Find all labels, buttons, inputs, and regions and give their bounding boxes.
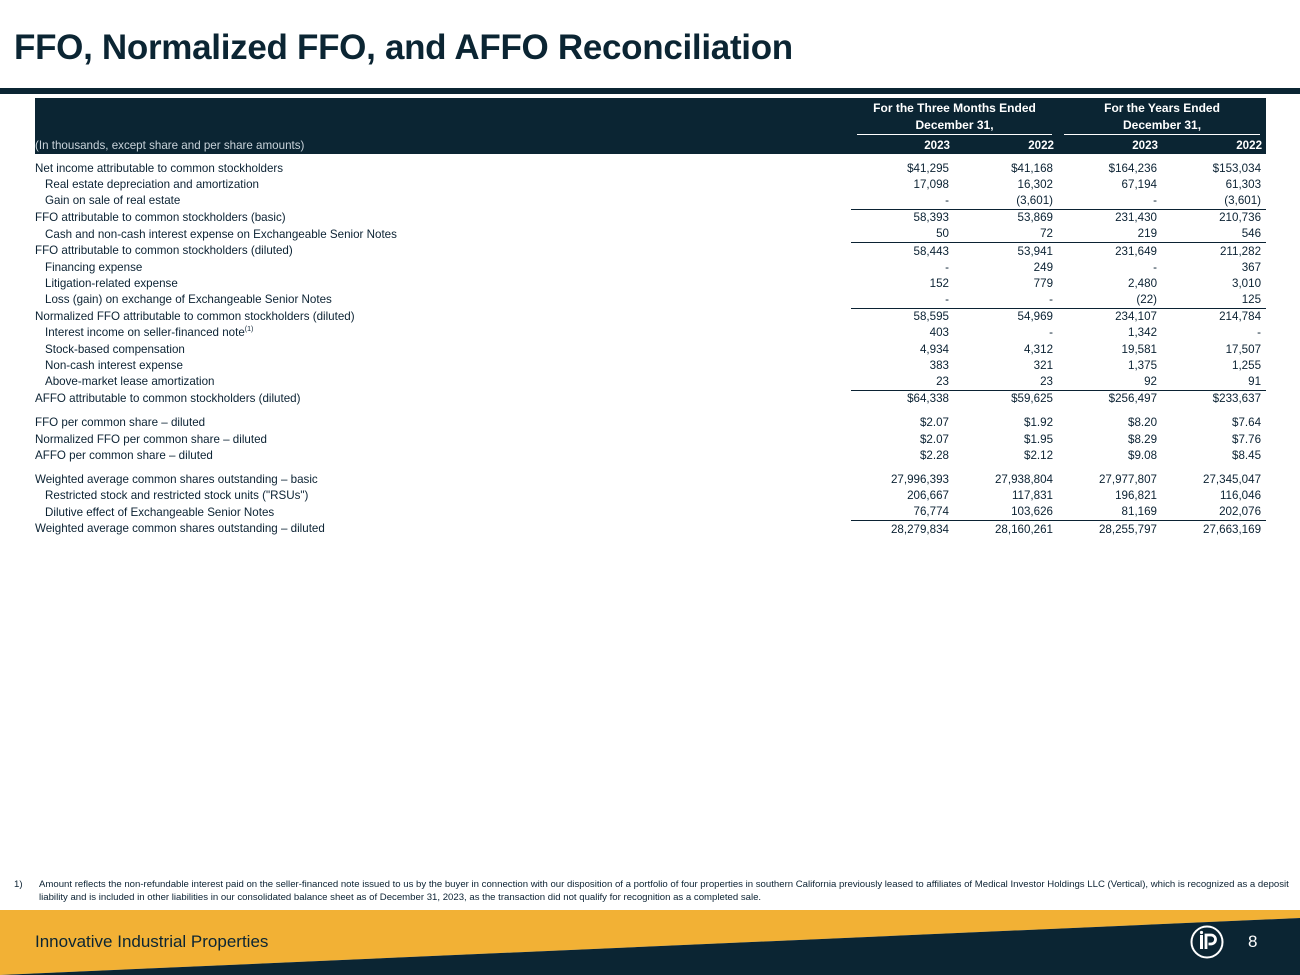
row-value: 4,312: [1024, 342, 1054, 356]
years-header: For the Years Ended: [1104, 100, 1220, 115]
row-value: 2,480: [1128, 276, 1158, 290]
row-value: 16,302: [1017, 177, 1054, 191]
row-value: $153,034: [1212, 161, 1262, 175]
row-value: 92: [1058, 373, 1162, 390]
row-label: FFO attributable to common stockholders (diluted): [35, 244, 293, 258]
table-row: [35, 275, 1266, 291]
year-column-header: 2023: [924, 138, 950, 152]
row-value: $1.95: [1024, 432, 1054, 446]
row-label: Above-market lease amortization: [45, 375, 215, 389]
row-value: -: [1153, 260, 1158, 274]
row-value: $8.20: [1128, 416, 1158, 430]
row-value: $41,295: [907, 161, 949, 175]
row-value: 152: [929, 276, 949, 290]
row-value: -: [954, 292, 1058, 309]
row-value: $9.08: [1128, 448, 1158, 462]
row-label: Net income attributable to common stockholders: [35, 161, 284, 175]
row-value: -: [1257, 326, 1262, 340]
footnote: [14, 878, 1290, 904]
row-value: $256,497: [1108, 392, 1158, 406]
table-row: [35, 192, 1266, 209]
table-row: [35, 488, 1266, 504]
row-value: 58,595: [913, 310, 949, 324]
row-value: 3,010: [1232, 276, 1262, 290]
row-value: 214,784: [1219, 310, 1262, 324]
row-label: Restricted stock and restricted stock units ("RSUs"): [45, 489, 309, 503]
year-column-header: 2023: [1132, 138, 1159, 152]
iip-logo-icon: [1190, 925, 1224, 959]
row-value: 27,663,169: [1203, 522, 1262, 536]
row-value: 4,934: [919, 342, 949, 356]
row-value: 231,430: [1115, 211, 1158, 225]
row-label: Litigation-related expense: [45, 276, 178, 290]
row-value: 403: [929, 326, 949, 340]
table-row: [35, 520, 1266, 537]
row-label: Real estate depreciation and amortization: [45, 177, 259, 191]
row-value: 28,255,797: [1098, 522, 1158, 536]
row-value: 76,774: [851, 504, 954, 521]
row-value: 58,443: [913, 244, 949, 258]
row-label: Stock-based compensation: [45, 342, 185, 356]
row-value: 211,282: [1219, 244, 1262, 258]
row-label: FFO attributable to common stockholders (basic): [35, 210, 286, 224]
row-value: 202,076: [1162, 504, 1266, 521]
row-label: Financing expense: [45, 260, 143, 274]
row-label: AFFO per common share – diluted: [35, 448, 213, 462]
table-row: [35, 259, 1266, 275]
row-value: 23: [851, 373, 954, 390]
row-value: 53,869: [1017, 211, 1054, 225]
row-value: $2.07: [919, 432, 949, 446]
table-row: [35, 226, 1266, 243]
title-divider: [0, 88, 1300, 94]
table-row: [35, 242, 1266, 259]
page-title: FFO, Normalized FFO, and AFFO Reconciliation: [14, 28, 793, 67]
row-value: 1,375: [1128, 358, 1158, 372]
row-label: Normalized FFO attributable to common stockholders (diluted): [35, 310, 355, 324]
row-value: 367: [1241, 260, 1262, 274]
row-label: Dilutive effect of Exchangeable Senior Notes: [45, 505, 275, 519]
row-value: 17,507: [1225, 342, 1262, 356]
row-label: [35, 325, 851, 341]
table-body: [35, 154, 1266, 537]
table-row: [35, 390, 1266, 407]
row-value: $233,637: [1212, 392, 1262, 406]
row-value: (3,601): [954, 192, 1058, 209]
row-value: $64,338: [907, 392, 949, 406]
row-value: 50: [851, 226, 954, 243]
row-label: Weighted average common shares outstanding – basic: [35, 472, 318, 486]
row-value: 53,941: [1017, 244, 1054, 258]
row-value: $164,236: [1108, 161, 1158, 175]
row-value: 210,736: [1219, 211, 1262, 225]
row-label: AFFO attributable to common stockholders (diluted): [35, 391, 301, 405]
table-row: [35, 308, 1266, 325]
year-column-header: 2022: [1028, 138, 1055, 152]
row-value: $41,168: [1011, 161, 1054, 175]
row-value: $8.45: [1232, 448, 1262, 462]
row-value: 27,345,047: [1203, 472, 1262, 486]
row-value: $7.76: [1232, 432, 1262, 446]
row-value: 1,255: [1232, 358, 1262, 372]
row-value: 27,977,807: [1098, 472, 1158, 486]
table-row: [35, 176, 1266, 192]
footnote-text: Amount reflects the non-refundable interest paid on the seller-financed note issued to us by the buyer in connection with our disposition of a portfolio of four properties in southern California previously leased to affiliates of Medical Investor Holdings LLC (Vertical), which is recognized as a deposit liability and is included in other liabilities in our consolidated balance sheet as of December 31, 2023, as the transaction did not qualify for recognition as a completed sale.: [39, 879, 1289, 903]
row-value: 61,303: [1225, 177, 1262, 191]
row-label: Cash and non-cash interest expense on Exchangeable Senior Notes: [45, 227, 397, 241]
row-label: Gain on sale of real estate: [45, 194, 181, 208]
row-value: $2.12: [1024, 448, 1054, 462]
row-value: -: [945, 260, 949, 274]
table-row: [35, 160, 1266, 176]
company-name: Innovative Industrial Properties: [35, 932, 269, 951]
table-header: [35, 98, 1266, 154]
table-row: [35, 431, 1266, 447]
row-value: 28,279,834: [890, 522, 949, 536]
row-value: 72: [954, 226, 1058, 243]
row-value: 231,649: [1115, 244, 1158, 258]
table-row: [35, 341, 1266, 357]
table-row: [35, 373, 1266, 390]
table-row: [35, 447, 1266, 463]
row-label: Normalized FFO per common share – diluted: [35, 432, 267, 446]
three-months-date-header: December 31,: [857, 118, 1052, 135]
row-label: FFO per common share – diluted: [35, 416, 206, 430]
table-row: [35, 325, 1266, 341]
row-value: 321: [1033, 358, 1054, 372]
row-value: 219: [1058, 226, 1162, 243]
row-value: 23: [954, 373, 1058, 390]
row-value: 125: [1162, 292, 1266, 309]
row-value: 54,969: [1017, 310, 1054, 324]
row-value: 779: [1033, 276, 1054, 290]
reconciliation-table: [35, 98, 1266, 537]
row-value: 17,098: [913, 177, 949, 191]
row-label: Loss (gain) on exchange of Exchangeable Senior Notes: [45, 293, 332, 307]
row-value: $59,625: [1011, 392, 1054, 406]
row-value: $2.07: [919, 416, 949, 430]
table-row: [35, 415, 1266, 431]
row-value: 67,194: [1121, 177, 1158, 191]
row-value: $1.92: [1024, 416, 1054, 430]
row-value: 103,626: [954, 504, 1058, 521]
row-label-text: Interest income on seller-financed note: [45, 326, 245, 340]
three-months-header: For the Three Months Ended: [873, 100, 1036, 115]
row-value: 206,667: [907, 489, 949, 503]
row-value: 116,046: [1219, 489, 1262, 503]
row-value: $8.29: [1128, 432, 1158, 446]
table-row: [35, 504, 1266, 521]
row-value: 27,938,804: [994, 472, 1054, 486]
row-value: 546: [1162, 226, 1266, 243]
row-value: 383: [929, 358, 949, 372]
years-date-header: December 31,: [1064, 118, 1260, 135]
table-row: [35, 292, 1266, 309]
table-row: [35, 209, 1266, 226]
row-value: (3,601): [1162, 192, 1266, 209]
footnote-marker: (1): [244, 326, 254, 334]
reconciliation-table-container: [35, 98, 1266, 537]
row-value: 249: [1033, 260, 1054, 274]
row-value: 19,581: [1121, 342, 1158, 356]
row-value: 234,107: [1115, 310, 1158, 324]
row-value: -: [1049, 326, 1054, 340]
row-value: (22): [1058, 292, 1162, 309]
page-number: 8: [1248, 932, 1258, 951]
row-value: 117,831: [1011, 489, 1054, 503]
row-value: $2.28: [919, 448, 949, 462]
table-row: [35, 471, 1266, 487]
row-value: -: [851, 292, 954, 309]
row-value: 81,169: [1058, 504, 1162, 521]
row-value: -: [851, 192, 954, 209]
row-value: 27,996,393: [890, 472, 949, 486]
row-value: 196,821: [1115, 489, 1158, 503]
row-value: $7.64: [1232, 416, 1262, 430]
row-value: 1,342: [1128, 326, 1158, 340]
row-label: Weighted average common shares outstanding – diluted: [35, 522, 325, 536]
row-value: 91: [1162, 373, 1266, 390]
table-row: [35, 357, 1266, 373]
row-label: Non-cash interest expense: [45, 358, 183, 372]
row-value: 58,393: [913, 211, 949, 225]
year-column-header: 2022: [1236, 138, 1263, 152]
footnote-number: 1): [14, 879, 23, 890]
units-note: (In thousands, except share and per share amounts): [35, 138, 305, 152]
row-value: -: [1058, 192, 1162, 209]
row-value: 28,160,261: [994, 522, 1054, 536]
